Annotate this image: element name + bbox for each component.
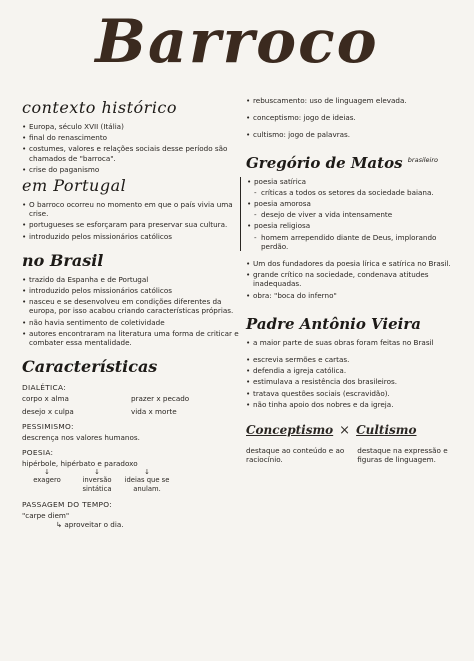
vieira-intro-list xyxy=(246,338,460,347)
list-item: • Europa, século XVII (Itália) xyxy=(22,122,240,131)
arrow-right-icon: ↳ xyxy=(56,520,63,530)
dialetica-item: prazer x pecado xyxy=(131,394,190,404)
cultismo-text: destaque na expressão e figuras de linguagem. xyxy=(357,446,448,465)
list-item: • estimulava a resistência dos brasileiros. xyxy=(246,377,460,386)
compare-row xyxy=(246,446,460,464)
dialetica-row xyxy=(22,407,240,416)
list-item: • rebuscamento: uso de linguagem elevada. xyxy=(246,96,460,105)
passagem-meaning: aproveitar o dia. xyxy=(64,520,124,530)
list-item: • crise do paganismo xyxy=(22,165,240,174)
list-item: • cultismo: jogo de palavras. xyxy=(246,130,460,139)
list-item: • final do renascimento xyxy=(22,133,240,142)
list-item: • obra: "boca do inferno" xyxy=(246,291,460,300)
dialetica-row xyxy=(22,394,240,403)
passagem-label: PASSAGEM DO TEMPO: xyxy=(22,500,113,510)
list-item: • O barroco ocorreu no momento em que o país vivia uma crise. xyxy=(22,200,240,218)
list-item: • introduzido pelos missionários católicos xyxy=(22,232,240,241)
page-title: Barroco xyxy=(95,7,379,77)
conceptismo-text: destaque ao conteúdo e ao raciocínio. xyxy=(246,446,345,465)
list-item: • trazido da Espanha e de Portugal xyxy=(22,275,240,284)
poesia-line: hipérbole, hipérbato e paradoxo xyxy=(22,459,138,469)
left-column xyxy=(22,96,240,530)
list-item: - homem arrependido diante de Deus, implorando perdão. xyxy=(247,233,460,251)
list-item: • poesia satírica xyxy=(247,177,460,186)
list-item: • nasceu e se desenvolveu em condições diferentes da europa, por isso acabou criando características próprias. xyxy=(22,297,240,315)
vieira-heading: Padre Antônio Vieira xyxy=(246,314,421,333)
cultismo-heading: Cultismo xyxy=(356,423,417,438)
brasil-heading: no Brasil xyxy=(22,250,104,270)
pessimismo-text: descrença nos valores humanos. xyxy=(22,433,140,443)
list-item: • grande crítico na sociedade, condenava atitudes inadequadas. xyxy=(246,270,460,288)
list-item: • escrevia sermões e cartas. xyxy=(246,355,460,364)
list-item: • conceptismo: jogo de ideias. xyxy=(246,113,460,122)
contexto-heading: contexto histórico xyxy=(22,98,178,117)
list-item: - críticas a todos os setores da sociedade baiana. xyxy=(247,188,460,197)
versus-icon: × xyxy=(339,423,351,439)
poesia-arrow-item: ↓ exagero xyxy=(22,469,72,494)
poesia-arrow-item: ↓ ideias que se anulam. xyxy=(122,469,172,494)
right-column xyxy=(246,96,460,464)
passagem-quote: "carpe diem" xyxy=(22,511,70,521)
pessimismo-label: PESSIMISMO: xyxy=(22,421,74,431)
gregorio-sub: brasileiro xyxy=(407,155,439,164)
list-item: • autores encontraram na literatura uma forma de criticar e combater essa mentalidade. xyxy=(22,329,240,347)
dialetica-item: corpo x alma xyxy=(22,394,69,404)
gregorio-poesia-group xyxy=(240,177,460,251)
list-item: • poesia amorosa xyxy=(247,199,460,208)
list-item: • não havia sentimento de coletividade xyxy=(22,318,240,327)
portugal-heading: em Portugal xyxy=(22,176,127,196)
compare-heading xyxy=(246,421,460,440)
brasil-list xyxy=(22,275,240,347)
conceptismo-heading: Conceptismo xyxy=(246,423,334,438)
list-item: • tratava questões sociais (escravidão). xyxy=(246,389,460,398)
poesia-label: POESIA: xyxy=(22,448,54,458)
passagem-meaning-row xyxy=(22,520,240,529)
list-item: • não tinha apoio dos nobres e da igreja. xyxy=(246,400,460,409)
list-item: • costumes, valores e relações sociais desse período são chamados de "barroca". xyxy=(22,144,240,162)
vieira-list xyxy=(246,355,460,409)
list-item: • a maior parte de suas obras foram feitas no Brasil xyxy=(246,338,460,347)
dialetica-item: desejo x culpa xyxy=(22,406,74,416)
list-item: • Um dos fundadores da poesia lírica e satírica no Brasil. xyxy=(246,259,460,268)
arrow-down-icon: ↓ xyxy=(44,467,50,476)
list-item: - desejo de viver a vida intensamente xyxy=(247,210,460,219)
list-item: • introduzido pelos missionários católicos xyxy=(22,286,240,295)
list-item: • defendia a igreja católica. xyxy=(246,366,460,375)
gregorio-heading: Gregório de Matos $^{brasileiro}$ xyxy=(246,153,439,172)
list-item: • poesia religiosa xyxy=(247,221,460,230)
gregorio-list xyxy=(246,259,460,300)
dialetica-label: DIALÉTICA: xyxy=(22,383,66,393)
caracteristicas-heading: Características xyxy=(22,357,158,377)
arrow-down-icon: ↓ xyxy=(144,467,150,476)
portugal-list xyxy=(22,200,240,241)
contexto-list xyxy=(22,122,240,174)
list-item: • portugueses se esforçaram para preservar sua cultura. xyxy=(22,220,240,229)
dialetica-item: vida x morte xyxy=(131,406,177,416)
poesia-arrow-item: ↓ inversão sintática xyxy=(72,469,122,494)
poesia-arrows xyxy=(22,469,172,494)
arrow-down-icon: ↓ xyxy=(94,467,100,476)
estilo-list xyxy=(246,96,460,140)
